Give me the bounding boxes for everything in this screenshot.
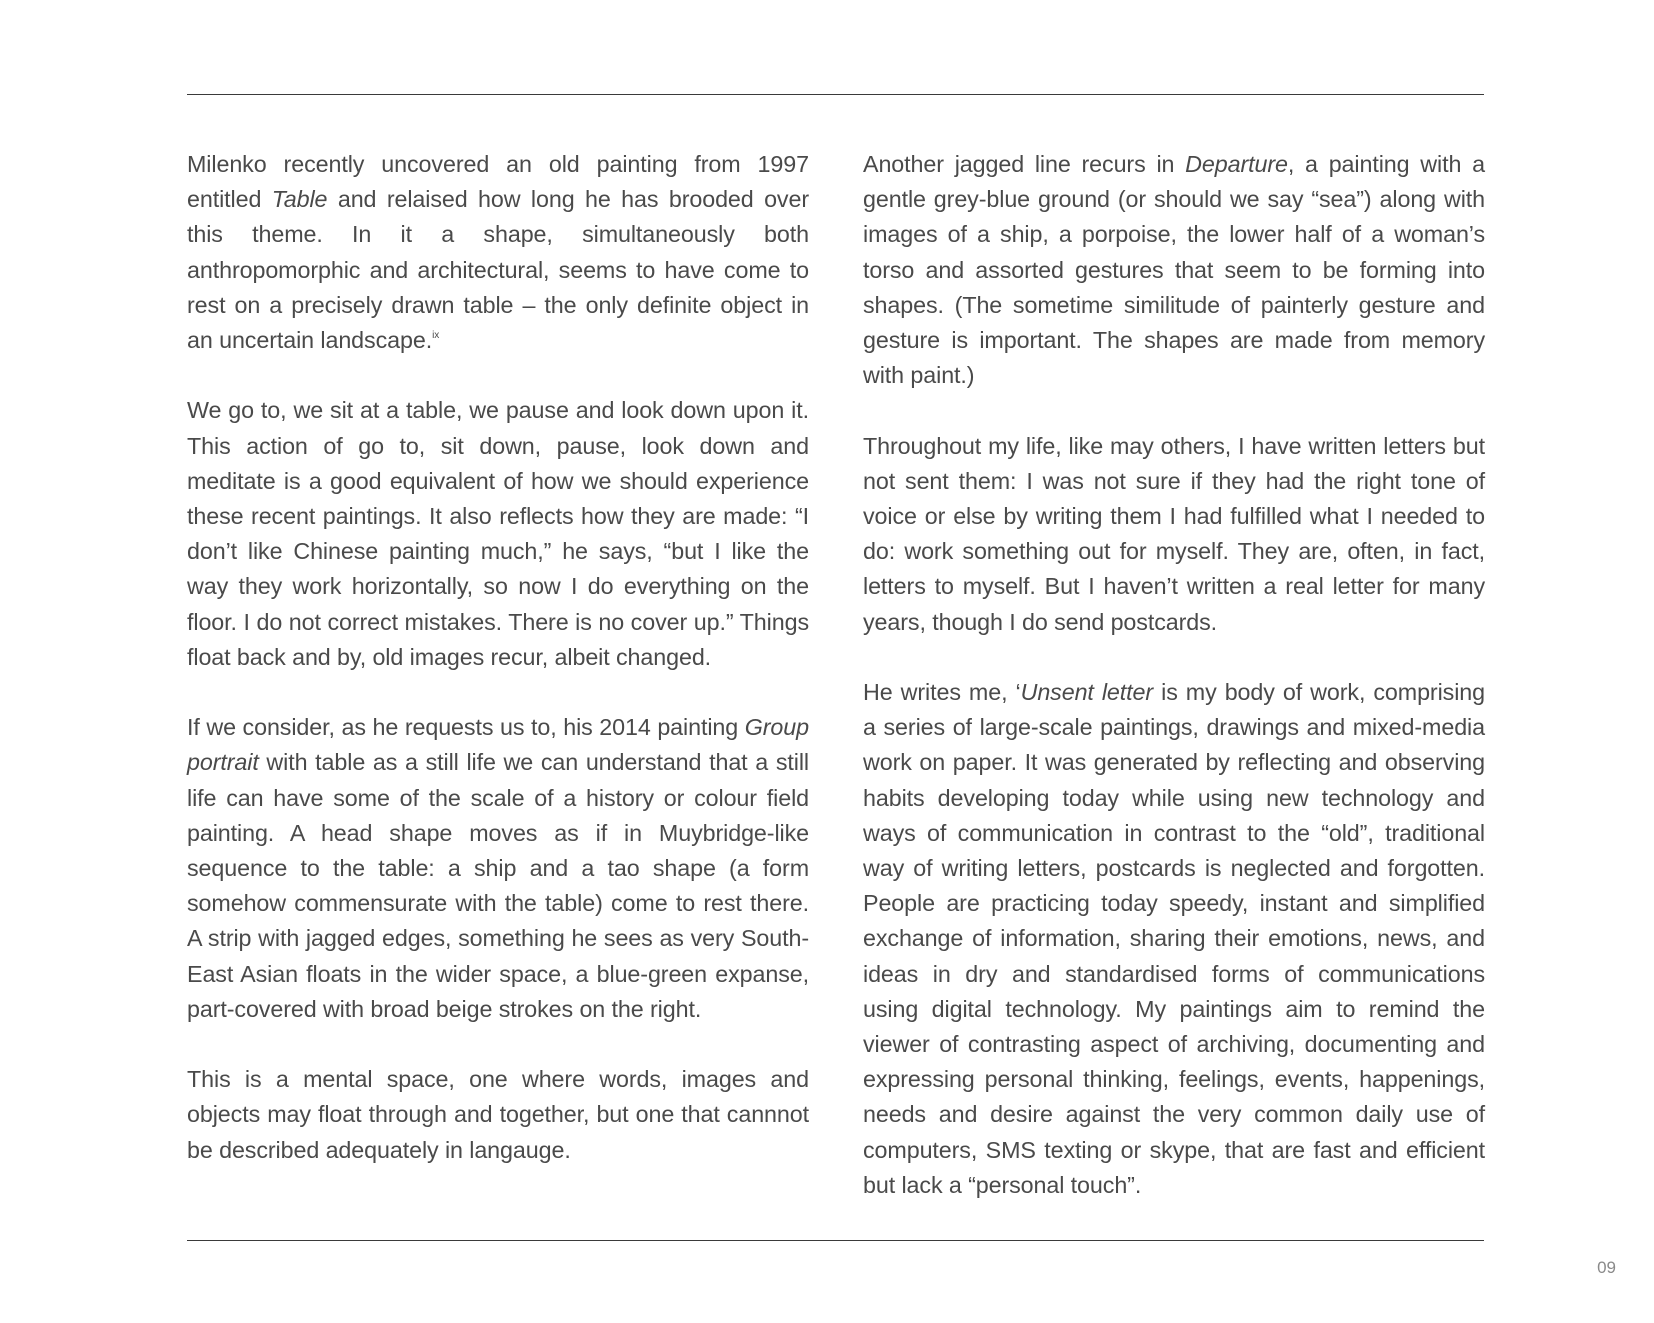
- artwork-title-unsent-letter: Unsent letter: [1020, 679, 1154, 706]
- page-number: 09: [1597, 1258, 1616, 1277]
- left-p3-text-c: with table as a still life we can understand that a still life can have some of the scale of a history or colour field painting. A head shape moves as if in Muybridge-like sequence to the table: a ship and a tao shape (a form somehow commensurate with the table) come to rest there. A strip with jagged edges, something he sees as very South-East Asian floats in the wider space, a blue-green expanse, part-covered with broad beige strokes on the right.: [187, 749, 809, 1022]
- left-paragraph-3: [187, 710, 809, 1027]
- left-paragraph-4: This is a mental space, one where words, images and objects may float through and together, but one that cannnot be described adequately in langauge.: [187, 1066, 809, 1163]
- artwork-title-group-portrait: Group portrait: [187, 714, 809, 776]
- right-paragraph-1: [863, 147, 1485, 393]
- bottom-rule: [187, 1240, 1484, 1241]
- artwork-title-departure: Departure: [1185, 151, 1288, 177]
- top-rule: [187, 94, 1484, 95]
- right-paragraph-2: Throughout my life, like may others, I have written letters but not sent them: I was not sure if they had the right tone of voice or else by writing them I had fulfilled what I needed to do: work something out for myself. They are, often, in fact, letters to myself. But I haven’t written a real letter for many years, though I do send postcards.: [863, 432, 1485, 635]
- right-p3-text-c: is my body of work, comprising a series of large-scale paintings, drawings and mixed-media work on paper. It was generated by reflecting and observing habits developing today while using new technology and ways of communication in contrast to the “old”, traditional way of writing letters, postcards is neglected and forgotten. People are practicing today speedy, instant and simplified exchange of information, sharing their emotions, news, and ideas in dry and standardised forms of communications using digital technology. My paintings aim to remind the viewer of contrasting aspect of archiving, documenting and expressing personal thinking, feelings, events, happenings, needs and desire against the very common daily use of computers, SMS texting or skype, that are fast and efficient but lack a “personal touch”.: [863, 679, 1486, 1198]
- footnote-marker[interactable]: ix: [432, 330, 440, 342]
- right-column: [863, 147, 1485, 1238]
- left-p1-text-c: and relaised how long he has brooded over this theme. In it a shape, simultaneously both anthropomorphic and architectural, seems to have come to rest on a precisely drawn table – the only definite object in an uncertain landscape.: [187, 186, 809, 354]
- left-p3-text-a: If we consider, as he requests us to, his 2014 painting: [187, 714, 745, 741]
- left-column: [187, 147, 809, 1203]
- left-paragraph-1: [187, 147, 809, 358]
- right-paragraph-3: [863, 675, 1485, 1203]
- artwork-title-table: Table: [271, 186, 328, 213]
- left-p1-text-a: Milenko recently uncovered an old painting from 1997 entitled: [187, 151, 809, 213]
- right-p1-text-c: , a painting with a gentle grey-blue ground (or should we say “sea”) along with images of a ship, a porpoise, the lower half of a woman’s torso and assorted gestures that seem to be forming into shapes. (The sometime similitude of painterly gesture and gesture is important. The shapes are made from memory with paint.): [863, 151, 1485, 389]
- right-p1-text-a: Another jagged line recurs in: [863, 151, 1186, 177]
- right-p3-text-a: He writes me, ‘: [863, 679, 1021, 706]
- left-paragraph-2: We go to, we sit at a table, we pause and look down upon it. This action of go to, sit down, pause, look down and meditate is a good equivalent of how we should experience these recent paintings. It also reflects how they are made: “I don’t like Chinese painting much,” he says, “but I like the way they work horizontally, so now I do everything on the floor. I do not correct mistakes. There is no cover up.” Things float back and by, old images recur, albeit changed.: [187, 397, 809, 670]
